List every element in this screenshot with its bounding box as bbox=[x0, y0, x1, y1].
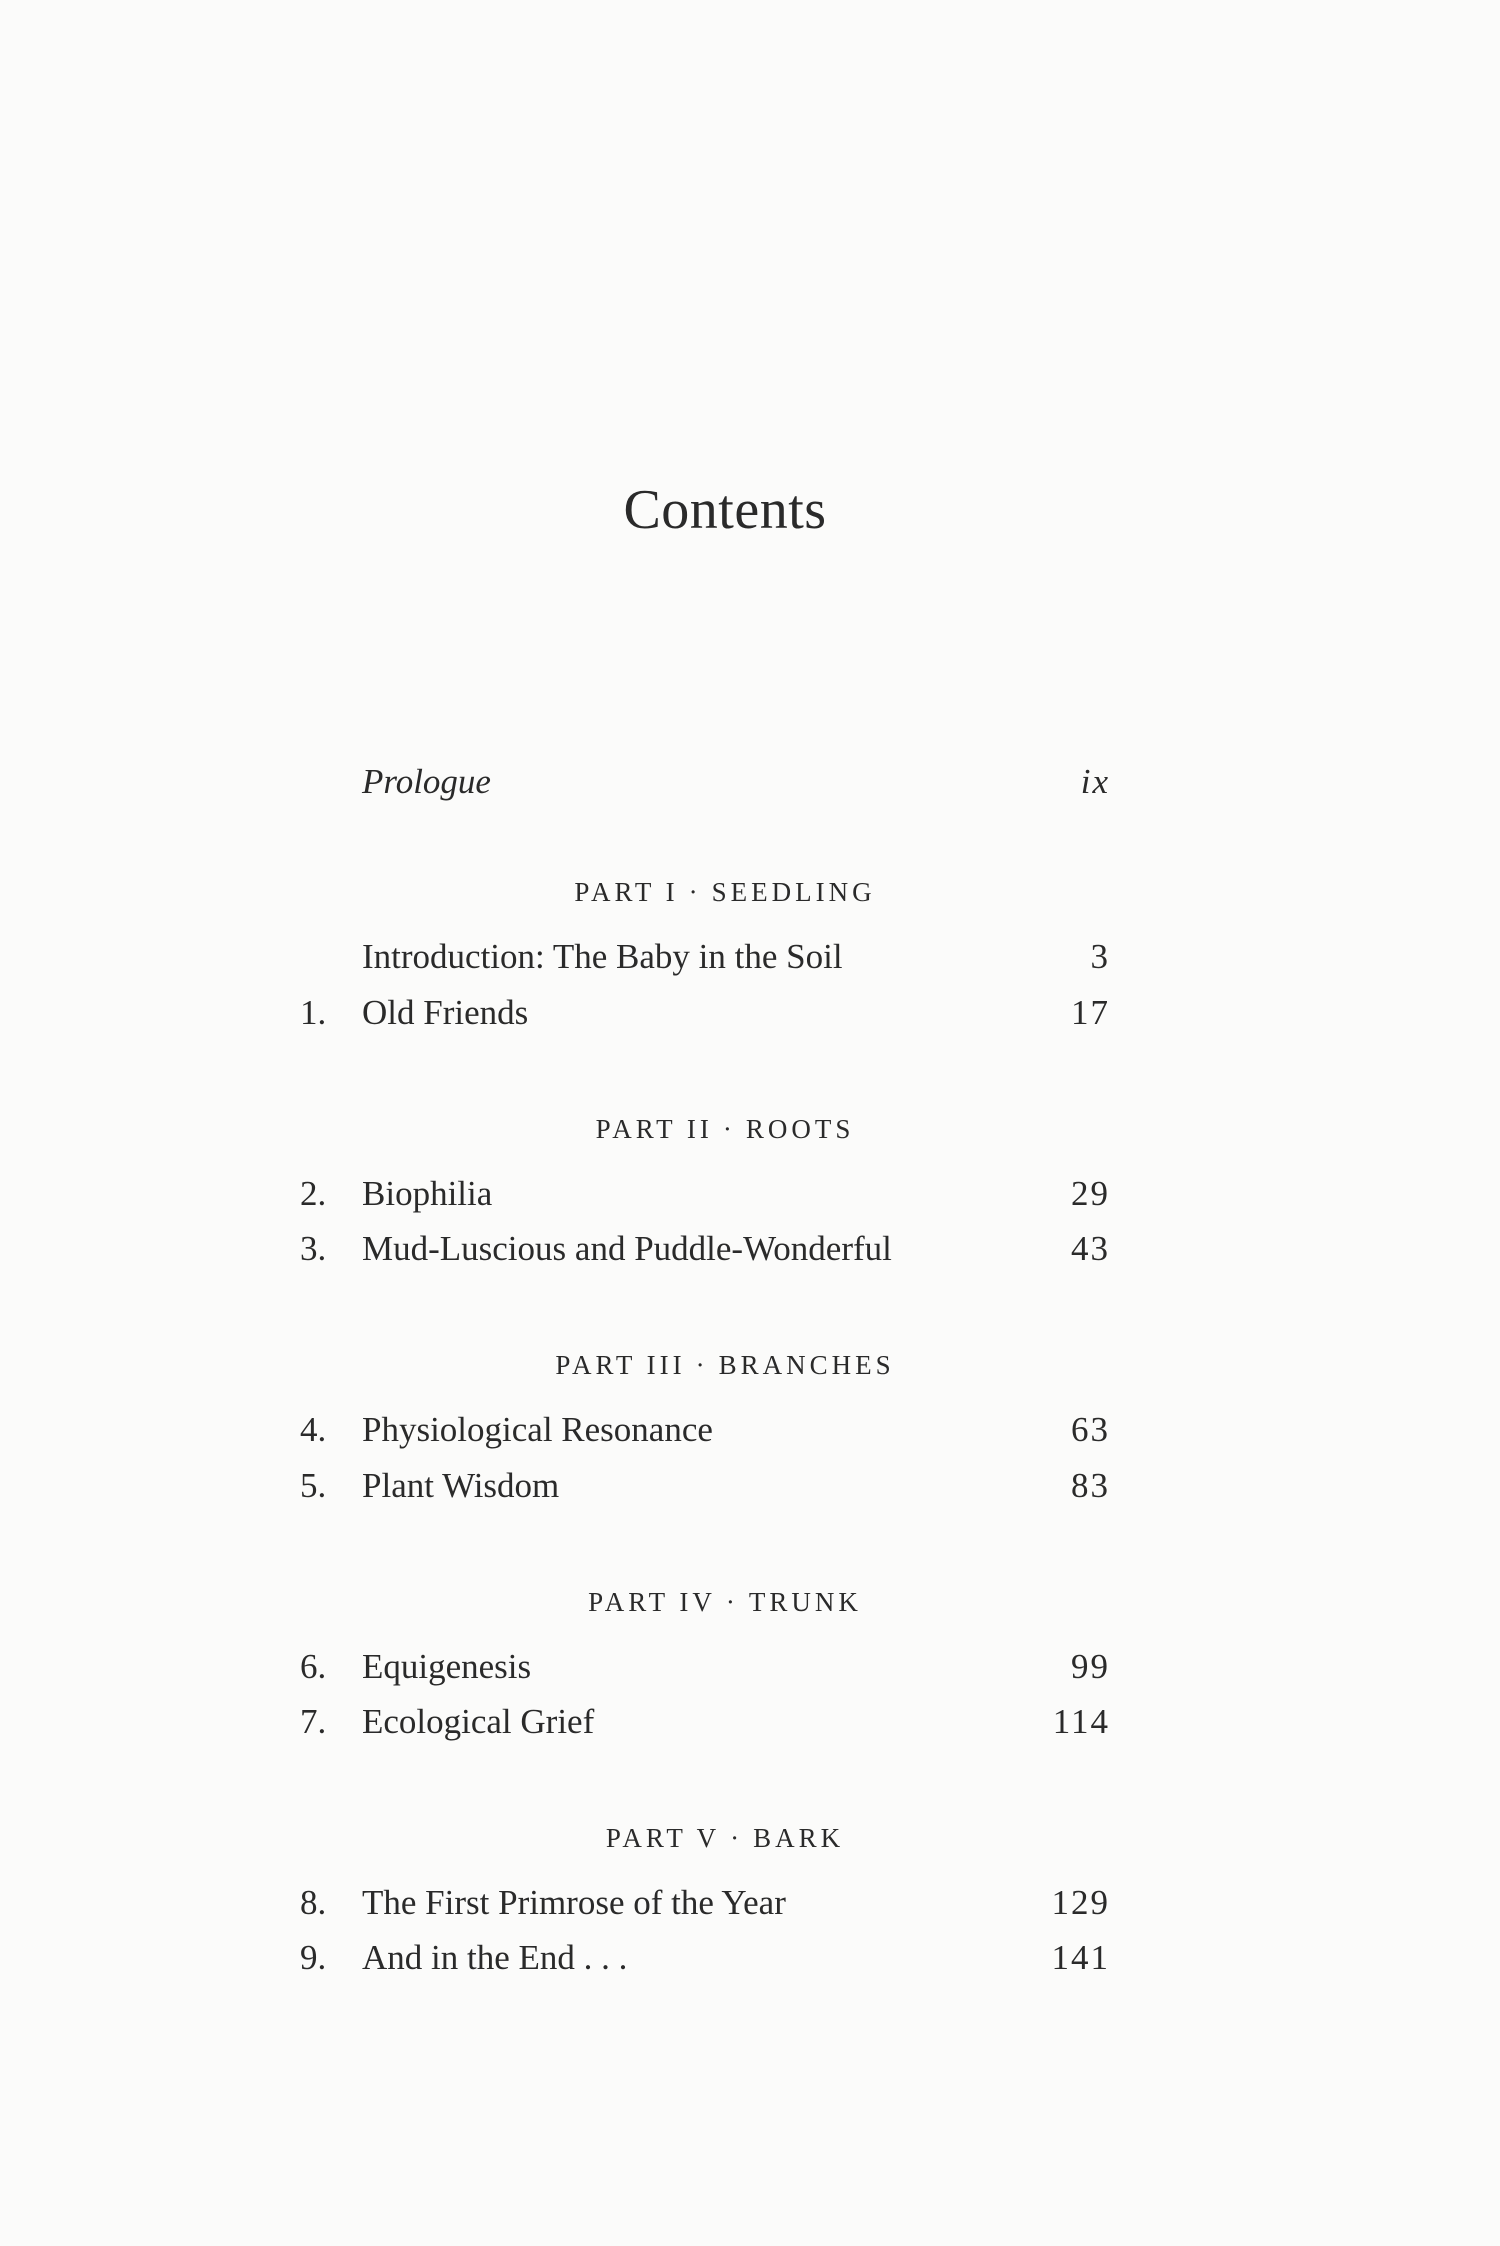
toc-entry-page: 83 bbox=[1071, 1466, 1110, 1505]
part-heading bbox=[0, 1350, 1450, 1381]
part-number: PART V bbox=[605, 1823, 721, 1853]
part-heading bbox=[0, 877, 1450, 908]
toc-entry[interactable] bbox=[300, 1883, 1110, 1933]
part-number: PART III bbox=[555, 1350, 686, 1380]
part-number: PART I bbox=[574, 877, 679, 907]
toc-entry[interactable] bbox=[300, 1174, 1110, 1224]
toc-entry-number: 9. bbox=[300, 1938, 327, 1977]
part-separator: · bbox=[722, 1114, 736, 1144]
toc-entry-number: 6. bbox=[300, 1647, 327, 1686]
toc-entry-title: The First Primrose of the Year bbox=[362, 1883, 786, 1922]
part-heading bbox=[0, 1587, 1450, 1618]
part-name: TRUNK bbox=[748, 1587, 862, 1617]
toc-entry-page: 141 bbox=[1051, 1938, 1110, 1977]
part-heading bbox=[0, 1114, 1450, 1145]
toc-entry[interactable] bbox=[300, 1702, 1110, 1752]
toc-entry-title: Old Friends bbox=[362, 993, 529, 1032]
toc-entry-page: 63 bbox=[1071, 1410, 1110, 1449]
toc-entry-title: Biophilia bbox=[362, 1174, 493, 1213]
toc-entry-page: 114 bbox=[1052, 1702, 1110, 1741]
toc-entry-number: 1. bbox=[300, 993, 327, 1032]
part-number: PART IV bbox=[588, 1587, 716, 1617]
toc-entry[interactable] bbox=[300, 937, 1110, 987]
toc-entry-number: 8. bbox=[300, 1883, 327, 1922]
part-separator: · bbox=[688, 877, 702, 907]
toc-entry-number: 5. bbox=[300, 1466, 327, 1505]
toc-entry-title: And in the End . . . bbox=[362, 1938, 628, 1977]
toc-entry-number: 3. bbox=[300, 1229, 327, 1268]
toc-entry-page: 99 bbox=[1071, 1647, 1110, 1686]
toc-entry-page: 17 bbox=[1071, 993, 1110, 1032]
toc-entry-title: Prologue bbox=[362, 762, 491, 801]
toc-entry[interactable] bbox=[300, 1647, 1110, 1697]
toc-entry-title: Plant Wisdom bbox=[362, 1466, 560, 1505]
part-name: BARK bbox=[753, 1823, 845, 1853]
toc-entry-title: Physiological Resonance bbox=[362, 1410, 713, 1449]
toc-entry-title: Equigenesis bbox=[362, 1647, 532, 1686]
toc-entry-page: 3 bbox=[1090, 937, 1110, 976]
part-number: PART II bbox=[595, 1114, 713, 1144]
toc-entry-page: 43 bbox=[1071, 1229, 1110, 1268]
toc-entry-page: 129 bbox=[1051, 1883, 1110, 1922]
part-separator: · bbox=[730, 1823, 744, 1853]
toc-entry-number: 4. bbox=[300, 1410, 327, 1449]
toc-entry-title: Mud-Luscious and Puddle-Wonderful bbox=[362, 1229, 892, 1268]
toc-entry-number: 2. bbox=[300, 1174, 327, 1213]
toc-entry-page: 29 bbox=[1071, 1174, 1110, 1213]
toc-entry[interactable] bbox=[300, 1466, 1110, 1516]
part-name: SEEDLING bbox=[711, 877, 876, 907]
toc-entry-title: Ecological Grief bbox=[362, 1702, 595, 1741]
part-separator: · bbox=[725, 1587, 739, 1617]
toc-entry[interactable] bbox=[300, 1229, 1110, 1279]
toc-entry[interactable] bbox=[300, 1938, 1110, 1988]
toc-entry-page: ix bbox=[1080, 762, 1110, 801]
toc-entry-prologue[interactable] bbox=[300, 762, 1110, 812]
toc-entry-number: 7. bbox=[300, 1702, 327, 1741]
toc-entry[interactable] bbox=[300, 1410, 1110, 1460]
toc-entry-title: Introduction: The Baby in the Soil bbox=[362, 937, 843, 976]
part-name: BRANCHES bbox=[718, 1350, 895, 1380]
toc-entry[interactable] bbox=[300, 993, 1110, 1043]
part-heading bbox=[0, 1823, 1450, 1854]
part-name: ROOTS bbox=[745, 1114, 855, 1144]
part-separator: · bbox=[695, 1350, 709, 1380]
page-title: Contents bbox=[623, 479, 827, 541]
